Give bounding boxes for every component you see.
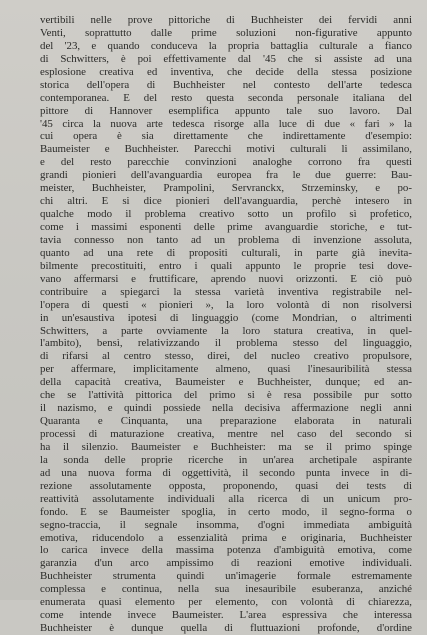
text-line: tavia connesso non tanto ad un problema di invenzione assoluta, (40, 233, 412, 246)
text-line: di rifarsi al centro stesso, direi, del nucleo creativo propulsore, (40, 350, 412, 363)
text-line: reattività assolutamente individuali alla ricerca di un unicum pro- (40, 492, 412, 505)
text-line: Buchheister è dunque quella di fluttuazioni profonde, d'ordine (40, 622, 412, 635)
text-line: di Schwitters, è poi effettivamente dal '45 che si assiste ad una (40, 52, 412, 65)
text-line: vano affermarsi e fruttificare, aprendo nuovi orizzonti. E ciò può (40, 272, 412, 285)
text-line: contribuire a spiegarci la stessa varietà inventiva registrabile nel- (40, 285, 412, 298)
text-line: processi di maturazione creativa, mentre nel caso del secondo si (40, 428, 412, 440)
text-line: del '23, e quando conduceva la propria battaglia culturale a fianco (40, 39, 412, 52)
text-line: della capacità creativa, Baumeister e Buchheister, dunque; ed an- (40, 376, 412, 389)
text-line: fondo. E se Baumeister spoglia, in certo modo, il segno-forma o (40, 505, 412, 518)
text-line: quanto ad una rete di propositi culturali, in parte già inevita- (40, 246, 412, 259)
text-line: Venti, soprattutto dalle prime soluzioni non-figurative appunto (40, 26, 412, 39)
text-line: come i massimi esponenti delle prime avanguardie storiche, e tut- (40, 221, 412, 233)
text-line: segno-traccia, il segnale insomma, d'ogni immediata ambiguità (40, 518, 412, 531)
text-line: lo carica invece della massima potenza d'ambiguità emotiva, come (40, 544, 412, 557)
text-line: come intende invece Baumeister. L'area espressiva che interessa (40, 609, 412, 622)
text-line: garanzia d'un arco ampissimo di reazioni emotive individuali. (40, 557, 412, 570)
text-line: Quaranta e Cinquanta, una preparazione elaborata in naturali (40, 415, 412, 428)
text-line: rezione assolutamente opposta, proponendo, quasi dei tests di (40, 479, 412, 492)
text-line: storica dell'opera di Buchheister nel contesto dell'arte tedesca (40, 78, 412, 91)
text-line: contemporanea. E del resto questa seconda personale italiana del (40, 91, 412, 104)
text-line: cui opera è sia direttamente che indirettamente d'esempio: (40, 130, 412, 143)
text-line: esplosione creativa ed inventiva, che decide della stessa posizione (40, 65, 412, 78)
text-line: pittore di Hannover esemplifica appunto tale suo lavoro. Dal (40, 104, 412, 117)
text-line: che se l'attività pittorica del primo si è resa possibile pur sotto (40, 389, 412, 402)
text-line: complessa e continua, nella sua inesauribile esuberanza, anziché (40, 583, 412, 596)
text-line: in un'esaustiva ipotesi di linguaggio (come Mondrian, o altrimenti (40, 311, 412, 324)
text-line: l'opera di questi « pionieri », la loro volontà di non risolversi (40, 298, 412, 311)
text-line: ad una nuova forma di oggettività, il secondo punta invece in di- (40, 466, 412, 479)
text-line: '45 circa la nuova arte tedesca risorge alla luce di due « fari » la (40, 117, 412, 130)
text-line: Schwitters, a parte ovviamente la loro statura creativa, in quel- (40, 324, 412, 337)
text-line: emotiva, riducendolo a essenzialità prima e originaria, Buchheister (40, 531, 412, 544)
text-line: qualche modo il problema creativo sotto un profilo sì profetico, (40, 208, 412, 221)
text-line: il nazismo, e quindi possiede nella decisiva affermazione negli anni (40, 402, 412, 415)
text-line: Buchheister strumenta quindi un'imagerie formale estremamente (40, 570, 412, 583)
text-line: meister, Buchheister, Prampolini, Servranckx, Strzeminsky, e po- (40, 182, 412, 195)
text-line: grandi pionieri dell'avanguardia europea fra le due guerre: Bau- (40, 169, 412, 182)
text-line: ha il silenzio. Baumeister e Buchheister: ma se il primo spinge (40, 440, 412, 453)
text-line: bilmente precostituiti, entro i quali appunto le proprie tesi dove- (40, 259, 412, 272)
text-line: chi altri. E si dice pionieri dell'avanguardia, perchè intesero in (40, 195, 412, 208)
text-line: l'ambito), bensì, relativizzando il problema stesso del linguaggio, (40, 337, 412, 350)
text-line: la sonda delle proprie ricerche in un'area archetipale aspirante (40, 453, 412, 466)
text-line: per affermare, implicitamente almeno, quasi l'inesauribilità stessa (40, 363, 412, 376)
body-text (40, 14, 412, 635)
text-line: vertibili nelle prove pittoriche di Buchheister dei fervidi anni (40, 14, 412, 26)
text-line: e del resto parecchie convinzioni analoghe corrono fra questi (40, 156, 412, 169)
text-line: Baumeister e Buchheister. Parecchi motivi culturali li assimilano, (40, 143, 412, 156)
text-line: enumerata quasi elemento per elemento, con volontà di chiarezza, (40, 596, 412, 609)
